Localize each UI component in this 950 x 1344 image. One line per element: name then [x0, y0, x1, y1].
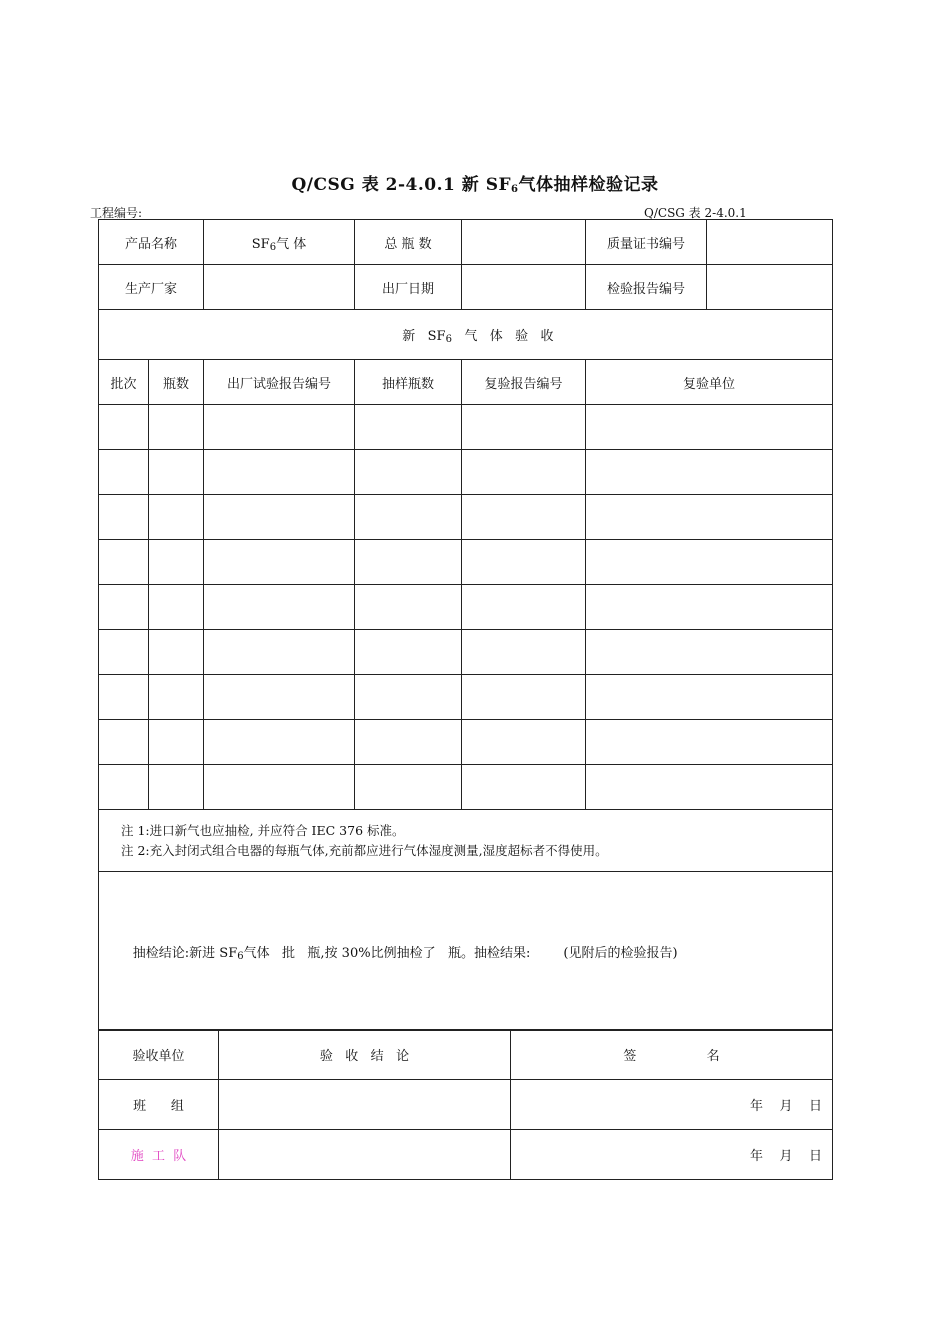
- table-row: [99, 585, 833, 630]
- column-header: 复验单位: [586, 360, 833, 405]
- form-code: Q/CSG 表 2-4.0.1: [644, 206, 747, 220]
- table-cell[interactable]: [586, 405, 833, 450]
- table-cell[interactable]: [99, 765, 149, 810]
- conclusion-pre: 抽检结论:新进 SF: [132, 945, 238, 961]
- conclusion-row: [99, 872, 833, 1031]
- table-cell[interactable]: [149, 405, 204, 450]
- table-cell[interactable]: [586, 540, 833, 585]
- table-cell[interactable]: [355, 720, 462, 765]
- table-cell[interactable]: [586, 585, 833, 630]
- table-row: [99, 495, 833, 540]
- table-row: [99, 450, 833, 495]
- table-cell[interactable]: [586, 720, 833, 765]
- column-header: 瓶数: [149, 360, 204, 405]
- table-cell[interactable]: [586, 765, 833, 810]
- table-cell[interactable]: [149, 450, 204, 495]
- table-row: [99, 720, 833, 765]
- acceptance-conclusion-team[interactable]: [219, 1080, 511, 1130]
- inspection-report-value[interactable]: [707, 265, 833, 310]
- table-cell[interactable]: [149, 675, 204, 720]
- table-row: [99, 405, 833, 450]
- table-cell[interactable]: [149, 720, 204, 765]
- signature-label: 签 名: [511, 1030, 833, 1080]
- column-header: 批次: [99, 360, 149, 405]
- table-cell[interactable]: [355, 495, 462, 540]
- acceptance-conclusion-label: 验 收 结 论: [219, 1030, 511, 1080]
- info-row-2: [99, 265, 833, 310]
- table-cell[interactable]: [204, 450, 355, 495]
- table-cell[interactable]: [204, 720, 355, 765]
- manufacturer-label: 生产厂家: [99, 265, 204, 310]
- table-cell[interactable]: [204, 585, 355, 630]
- acceptance-row-team: [99, 1080, 833, 1130]
- table-cell[interactable]: [204, 495, 355, 540]
- acceptance-unit-team: 班 组: [99, 1080, 219, 1130]
- table-cell[interactable]: [355, 585, 462, 630]
- table-cell[interactable]: [99, 720, 149, 765]
- column-header: 复验报告编号: [462, 360, 586, 405]
- info-row-1: [99, 220, 833, 265]
- table-cell[interactable]: [99, 495, 149, 540]
- product-name-value-pre: SF: [251, 236, 270, 252]
- table-cell[interactable]: [149, 540, 204, 585]
- table-cell[interactable]: [586, 450, 833, 495]
- column-header: 抽样瓶数: [355, 360, 462, 405]
- table-cell[interactable]: [99, 675, 149, 720]
- quality-cert-label: 质量证书编号: [586, 220, 707, 265]
- table-cell[interactable]: [149, 495, 204, 540]
- form-title-subscript: 6: [511, 184, 519, 195]
- project-number-label: 工程编号:: [90, 206, 143, 220]
- column-header: 出厂试验报告编号: [204, 360, 355, 405]
- table-cell[interactable]: [462, 630, 586, 675]
- table-cell[interactable]: [204, 540, 355, 585]
- table-cell[interactable]: [355, 405, 462, 450]
- inspection-table: [98, 219, 833, 1031]
- conclusion-subscript: 6: [237, 950, 244, 962]
- table-cell[interactable]: [99, 540, 149, 585]
- data-rows: [99, 405, 833, 810]
- table-cell[interactable]: [149, 630, 204, 675]
- signature-date-construction[interactable]: 年 月 日: [511, 1130, 833, 1180]
- total-bottles-label: 总 瓶 数: [355, 220, 462, 265]
- section-title: [99, 310, 833, 360]
- table-cell[interactable]: [586, 495, 833, 540]
- table-cell[interactable]: [204, 675, 355, 720]
- table-cell[interactable]: [99, 630, 149, 675]
- section-header-row: [99, 310, 833, 360]
- table-cell[interactable]: [149, 585, 204, 630]
- table-cell[interactable]: [204, 405, 355, 450]
- section-title-pre: 新 SF: [402, 329, 446, 344]
- table-cell[interactable]: [462, 540, 586, 585]
- table-cell[interactable]: [462, 450, 586, 495]
- inspection-report-label: 检验报告编号: [586, 265, 707, 310]
- table-cell[interactable]: [149, 765, 204, 810]
- factory-date-value[interactable]: [462, 265, 586, 310]
- product-name-value-subscript: 6: [269, 241, 277, 253]
- acceptance-conclusion-construction[interactable]: [219, 1130, 511, 1180]
- column-header-row: [99, 360, 833, 405]
- table-cell[interactable]: [586, 630, 833, 675]
- table-cell[interactable]: [462, 405, 586, 450]
- table-cell[interactable]: [586, 675, 833, 720]
- table-row: [99, 540, 833, 585]
- table-cell[interactable]: [462, 495, 586, 540]
- factory-date-label: 出厂日期: [355, 265, 462, 310]
- table-cell[interactable]: [355, 630, 462, 675]
- acceptance-unit-label: 验收单位: [99, 1030, 219, 1080]
- signature-date-team[interactable]: 年 月 日: [511, 1080, 833, 1130]
- table-row: [99, 765, 833, 810]
- table-row: [99, 630, 833, 675]
- section-title-post: 气 体 验 收: [451, 329, 554, 344]
- table-cell[interactable]: [204, 765, 355, 810]
- acceptance-table: [98, 1029, 833, 1180]
- form-title-pre: Q/CSG 表 2-4.0.1 新 SF: [291, 175, 512, 195]
- product-name-value: [204, 220, 355, 265]
- conclusion-post: 气体 批 瓶,按 30%比例抽检了 瓶。抽检结果: (见附后的检验报告): [243, 945, 678, 961]
- table-cell[interactable]: [99, 405, 149, 450]
- acceptance-unit-construction: 施 工 队: [99, 1130, 219, 1180]
- section-title-subscript: 6: [445, 334, 452, 345]
- form-title: [0, 170, 950, 195]
- total-bottles-value[interactable]: [462, 220, 586, 265]
- table-cell[interactable]: [99, 450, 149, 495]
- note-1: 注 1:进口新气也应抽检, 并应符合 IEC 376 标准。: [121, 822, 405, 838]
- table-row: [99, 675, 833, 720]
- table-cell[interactable]: [462, 675, 586, 720]
- table-cell[interactable]: [462, 720, 586, 765]
- manufacturer-value[interactable]: [204, 265, 355, 310]
- table-cell[interactable]: [355, 540, 462, 585]
- notes-cell: [99, 810, 833, 872]
- table-cell[interactable]: [462, 585, 586, 630]
- acceptance-header-row: [99, 1030, 833, 1080]
- table-cell[interactable]: [99, 585, 149, 630]
- table-cell[interactable]: [204, 630, 355, 675]
- table-cell[interactable]: [355, 675, 462, 720]
- notes-row: [99, 810, 833, 872]
- form-title-post: 气体抽样检验记录: [518, 175, 659, 195]
- product-name-label: 产品名称: [99, 220, 204, 265]
- table-cell[interactable]: [462, 765, 586, 810]
- table-cell[interactable]: [355, 450, 462, 495]
- quality-cert-value[interactable]: [707, 220, 833, 265]
- product-name-value-post: 气 体: [276, 236, 307, 252]
- note-2: 注 2:充入封闭式组合电器的每瓶气体,充前都应进行气体湿度测量,湿度超标者不得使用。: [121, 842, 608, 858]
- table-cell[interactable]: [355, 765, 462, 810]
- acceptance-row-construction: [99, 1130, 833, 1180]
- conclusion-cell[interactable]: [99, 872, 833, 1031]
